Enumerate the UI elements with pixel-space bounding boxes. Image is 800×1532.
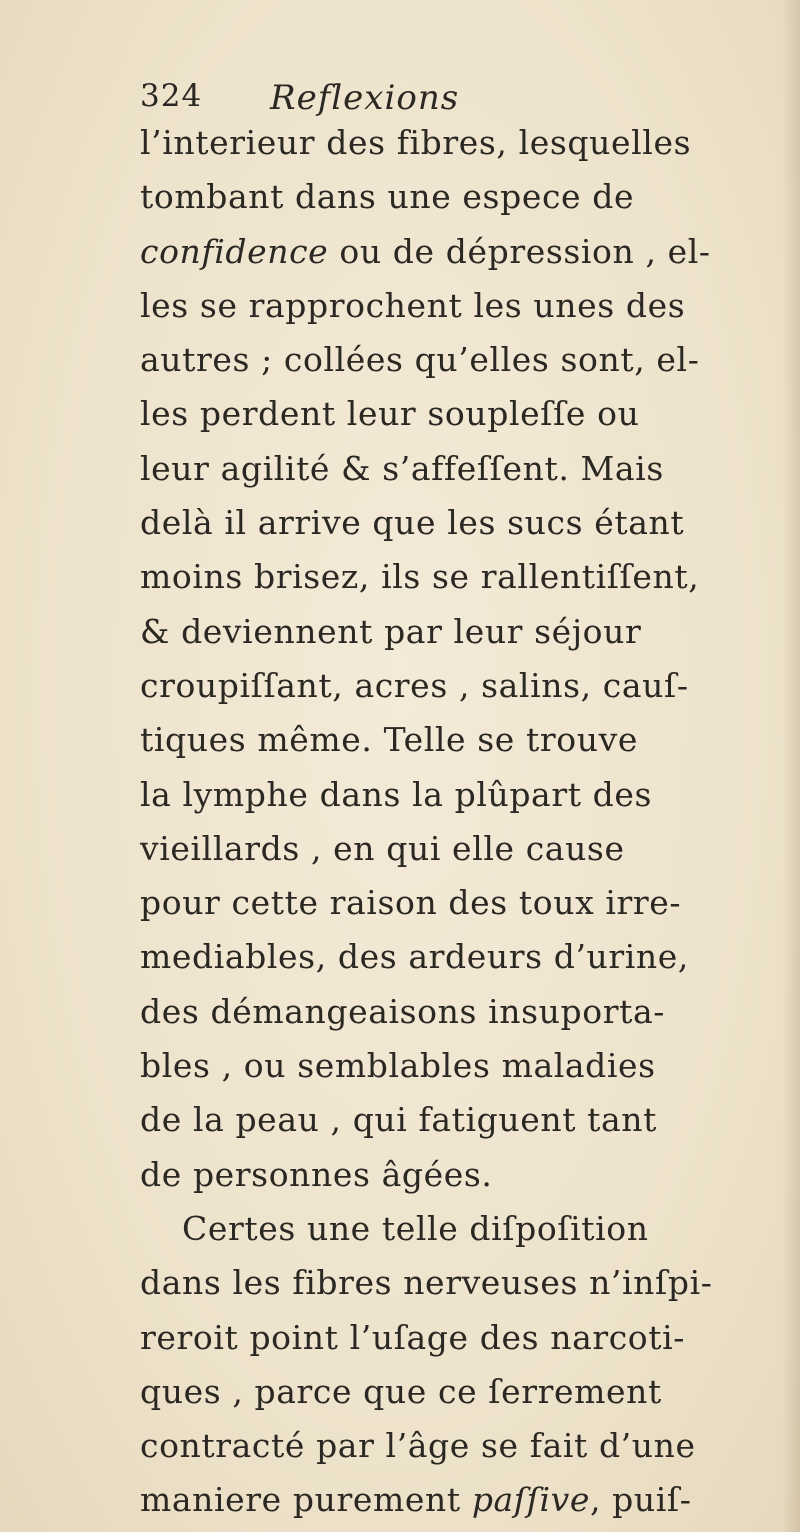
text-line [140,225,780,279]
text-run: pour cette raison des toux irre- [140,883,682,923]
text-run: reroit point l’uſage des narcoti- [140,1317,686,1357]
text-line [140,1148,780,1202]
text-line [140,1311,780,1365]
text-run: tombant dans une espece de [140,177,635,217]
text-run: ou de dépression , el- [328,231,711,271]
text-run: contracté par l’âge se fait d’une [140,1426,696,1466]
text-line [140,605,780,659]
text-run: & deviennent par leur séjour [140,611,642,651]
text-line [140,333,780,387]
text-run: dans les fibres nerveuses n’inſpi- [140,1263,713,1303]
text-line [140,279,780,333]
text-line [140,1473,780,1527]
text-line [140,1202,780,1256]
text-line [140,1039,780,1093]
text-line [140,496,780,550]
text-run: vieillards , en qui elle cause [140,828,625,868]
text-line [140,1365,780,1419]
text-line [140,1256,780,1310]
text-run: leur agilité & s’affeſſent. Mais [140,448,664,488]
text-line [140,116,780,170]
text-run: l’interieur des fibres, lesquelles [140,123,692,162]
text-run: de la peau , qui fatiguent tant [140,1100,657,1140]
text-run: maniere purement [140,1480,472,1520]
text-run: de personnes âgées. [140,1154,493,1194]
running-head: Reflexions [270,78,460,118]
italic-text: confidence [140,231,329,271]
text-line [140,876,780,930]
text-run: Certes une telle diſpoſition [182,1208,649,1248]
text-line [140,713,780,767]
text-line [140,1419,780,1473]
page-number: 324 [140,78,203,114]
text-line [140,985,780,1039]
text-run: mediables, des ardeurs d’urine, [140,937,690,977]
text-run: delà il arrive que les sucs étant [140,503,685,543]
text-line [140,1093,780,1147]
text-line [140,387,780,441]
text-run: moins brisez, ils se rallentiſſent, [140,557,700,597]
body-text [140,116,780,1528]
text-line [140,768,780,822]
text-run: croupiſſant, acres , salins, cauſ- [140,665,689,705]
text-run: autres ; collées qu’elles sont, el- [140,340,700,380]
text-run: les perdent leur soupleſſe ou [140,394,640,434]
text-line [140,659,780,713]
text-run: , puiſ- [589,1480,692,1520]
text-run: bles , ou semblables maladies [140,1046,656,1086]
text-line [140,170,780,224]
text-line [140,550,780,604]
text-line [140,822,780,876]
italic-text: paſſive [471,1480,590,1520]
text-run: les se rapprochent les unes des [140,285,686,325]
text-run: des démangeaisons insuporta- [140,991,665,1031]
text-line [140,442,780,496]
text-line [140,930,780,984]
text-run: tiques même. Telle se trouve [140,720,638,760]
text-run: la lymphe dans la plûpart des [140,774,653,814]
text-run: ques , parce que ce ſerrement [140,1371,662,1411]
page-edge-shadow [782,0,800,1532]
